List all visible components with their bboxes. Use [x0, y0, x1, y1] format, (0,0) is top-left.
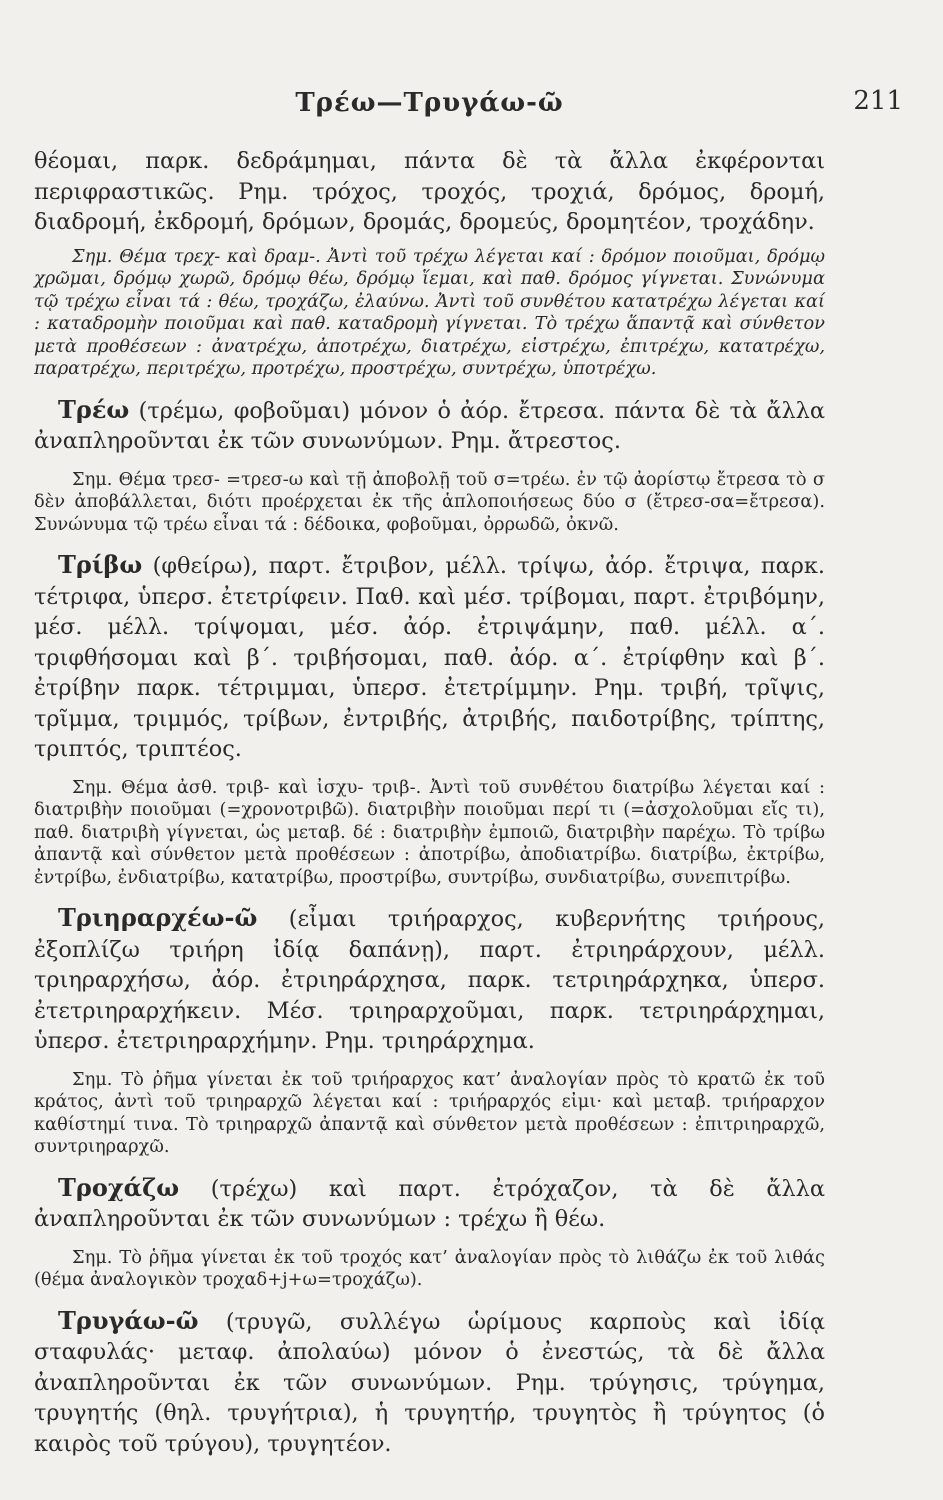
page-header — [34, 78, 903, 126]
entry-tribo — [34, 550, 825, 889]
intro-paragraph: θέομαι, παρκ. δεδράμημαι, πάντα δὲ τὰ ἄλλα ἐκφέρονται περιφραστικῶς. Ρημ. τρόχος, τροχός, τροχιά, δρόμος, δρομή, διαδρομή, ἐκδρομή, δρόμων, δρομάς, δρομεύς, δρομητέον, τροχάδην. — [34, 148, 825, 235]
entry-text: (τρέμω, φοβοῦμαι) μόνον ὁ ἀόρ. ἔτρεσα. πάντα δὲ τὰ ἄλλα ἀναπληροῦνται ἐκ τῶν συνωνύμων. Ρημ. ἄτρεστος. — [34, 397, 825, 454]
entry-note: Σημ. Θέμα ἀσθ. τριβ- καὶ ἰσχυ- τριβ-. Ἀντὶ τοῦ συνθέτου διατρίβω λέγεται καί : διατριβὴν ποιοῦμαι (=χρονοτριβῶ). διατριβὴν ποιοῦμαι περί τι (=ἀσχολοῦμαι εἴς τι), παθ. διατριβὴ γίγνεται, ὡς μεταβ. δέ : διατριβὴν ἐμποιῶ, διατριβὴν παρέχω. Τὸ τρίβω ἀπαντᾷ καὶ σύνθετον μετὰ προθέσεων : ἀποτρίβω, ἀποδιατρίβω. διατρίβω, ἐκτρίβω, ἐντρίβω, ἐνδιατρίβω, κατατρίβω, προστρίβω, συντρίβω, συνδιατρίβω, συνεπιτρίβω. — [34, 776, 825, 888]
lemma: Τρέω — [58, 394, 130, 424]
entry-note: Σημ. Θέμα τρεσ- =τρεσ-ω καὶ τῇ ἀποβολῇ τοῦ σ=τρέω. ἐν τῷ ἀορίστῳ ἔτρεσα τὸ σ δὲν ἀποβάλλεται, διότι προέρχεται ἐκ τῆς ἁπλοποιήσεως δύο σ (ἔτρεσ-σα=ἔτρεσα). Συνώνυμα τῷ τρέω εἶναι τά : δέδοικα, φοβοῦμαι, ὀρρωδῶ, ὀκνῶ. — [34, 468, 825, 535]
entry-note: Σημ. Τὸ ῥῆμα γίνεται ἐκ τοῦ τριήραρχος κατ’ ἀναλογίαν πρὸς τὸ κρατῶ ἐκ τοῦ κράτος, ἀντὶ τοῦ τριηραρχῶ λέγεται καί : τριήραρχός εἰμι· καὶ μεταβ. τριήραρχον καθίστημί τινα. Τὸ τριηραρχῶ ἀπαντᾷ καὶ σύνθετον μετὰ προθέσεων : ἐπιτριηραρχῶ, συντριηραρχῶ. — [34, 1068, 825, 1157]
lemma: Τριηραρχέω-ῶ — [58, 903, 258, 932]
entry-text: (φθείρω), παρτ. ἔτριβον, μέλλ. τρίψω, ἀόρ. ἔτριψα, παρκ. τέτριφα, ὑπερσ. ἐτετρίφειν. Παθ. καὶ μέσ. τρίβομαι, παρτ. ἐτριβόμην, μέσ. μέλλ. τρίψομαι, μέσ. ἀόρ. ἐτριψάμην, παθ. μέλλ. α΄. τριφθήσομαι καὶ β΄. τριβήσομαι, παθ. ἀόρ. α΄. ἐτρίφθην καὶ β΄. ἐτρίβην παρκ. τέτριμμαι, ὑπερσ. ἐτετρίμμην. Ρημ. τριβή, τρῖψις, τρῖμμα, τριμμός, τρίβων, ἐντριβής, ἀτριβής, παιδοτρίβης, τρίπτης, τριπτός, τριπτέος. — [34, 553, 825, 762]
intro-note: Σημ. Θέμα τρεχ- καὶ δραμ-. Ἀντὶ τοῦ τρέχω λέγεται καί : δρόμον ποιοῦμαι, δρόμῳ χρῶμαι, δρόμῳ χωρῶ, δρόμῳ θέω, δρόμῳ ἵεμαι, καὶ παθ. δρόμος γίγνεται. Συνώνυμα τῷ τρέχω εἶναι τά : θέω, τροχάζω, ἐλαύνω. Ἀντὶ τοῦ συνθέτου κατατρέχω λέγεται καί : καταδρομὴν ποιοῦμαι καὶ παθ. καταδρομὴ γίγνεται. Τὸ τρέχω ἅπαντᾷ καὶ σύνθετον μετὰ προθέσεων : ἀνατρέχω, ἀποτρέχω, διατρέχω, εἰστρέχω, ἐπιτρέχω, κατατρέχω, παρατρέχω, περιτρέχω, προτρέχω, προστρέχω, συντρέχω, ὑποτρέχω. — [34, 245, 825, 379]
lemma: Τροχάζω — [58, 1172, 180, 1202]
entry-trygao — [34, 1306, 825, 1460]
entry-text: (τρέχω) καὶ παρτ. ἐτρόχαζον, τὰ δὲ ἄλλα ἀναπληροῦνται ἐκ τῶν συνωνύμων : τρέχω ἢ θέω. — [34, 1175, 825, 1232]
entry-text: (τρυγῶ, συλλέγω ὡρίμους καρποὺς καὶ ἰδίᾳ σταφυλάς· μεταφ. ἀπολαύω) μόνον ὁ ἐνεστώς, τὰ δὲ ἄλλα ἀναπληροῦνται ἐκ τῶν συνωνύμων. Ρημ. τρύγησις, τρύγημα, τρυγητής (θηλ. τρυγήτρια), ἡ τρυγητήρ, τρυγητὸς ἢ τρύγητος (ὁ καιρὸς τοῦ τρύγου), τρυγητέον. — [34, 1308, 825, 1457]
entry-trierarcheo — [34, 903, 825, 1159]
entry-note: Σημ. Τὸ ῥῆμα γίνεται ἐκ τοῦ τροχός κατ’ ἀναλογίαν πρὸς τὸ λιθάζω ἐκ τοῦ λιθάς (θέμα ἀναλογικὸν τροχαδ+j+ω=τροχάζω). — [34, 1246, 825, 1290]
entry-trochazo — [34, 1173, 825, 1292]
running-head: Τρέω—Τρυγάω-ῶ — [295, 88, 564, 118]
page-number: 211 — [853, 86, 903, 116]
entry-text: (εἶμαι τριήραρχος, κυβερνήτης τριήρους, ἐξοπλίζω τριήρη ἰδίᾳ δαπάνῃ), παρτ. ἐτριηράρχουν, μέλλ. τριηραρχήσω, ἀόρ. ἐτριηράρχησα, παρκ. τετριηράρχηκα, ὑπερσ. ἐτετριηραρχήκειν. Μέσ. τριηραρχοῦμαι, παρκ. τετριηράρχημαι, ὑπερσ. ἐτετριηραρχήμην. Ρημ. τριηράρχημα. — [34, 906, 826, 1054]
entry-tremo — [34, 395, 825, 537]
lemma: Τρυγάω-ῶ — [58, 1305, 199, 1335]
lemma: Τρίβω — [58, 550, 143, 579]
